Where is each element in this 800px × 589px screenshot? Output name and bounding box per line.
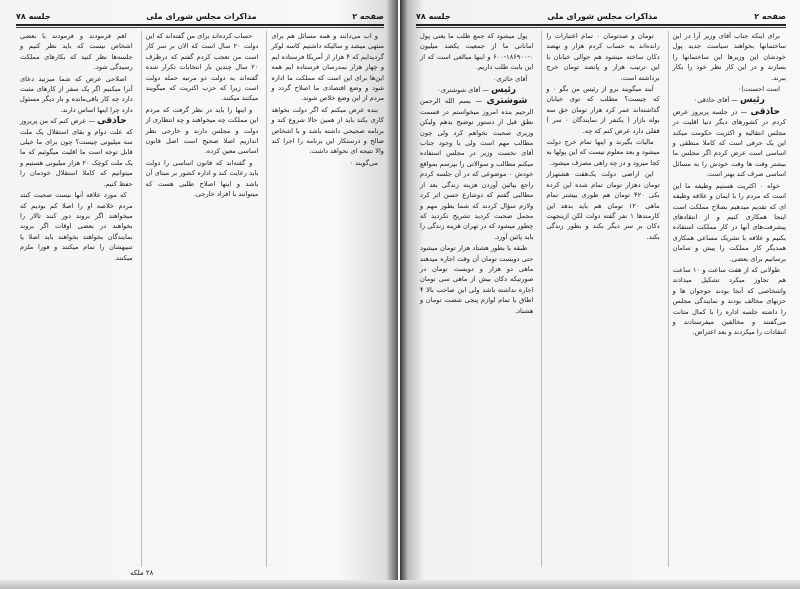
- speaker-paragraph: [420, 85, 533, 95]
- speaker-name: رئیس: [491, 85, 517, 96]
- paragraph: [546, 84, 659, 136]
- text-column: [541, 31, 659, 567]
- paragraph: [673, 181, 786, 264]
- paragraph-text: تومان و صدتومان ۰ تمام اعتبارات را رانده‌اند به حساب کردم هزار و نهصد دکان ساخته میشود هم حوالی خیابان با این ترتیب هزار و پانصد تومان خرج برداشته است.: [546, 32, 660, 82]
- header-rule: [16, 27, 384, 28]
- left-page: [0, 0, 398, 589]
- paragraph-text: اصلاحی عرض که شما میزنید دعای آنرا میکنیم اگر یک سفر از کارهای مثبت دارد چه کار باقی‌مانده و بار دیگر مسئول دارد چرا اینها اساس دارند.: [19, 74, 133, 114]
- page-number: صفحه ۲: [754, 11, 786, 21]
- paragraph-text: آیند میگویند برو از رئیس من بگو ۰ و که چیست؟ مطلب که توی خیابان گذاشته‌اند عمر کرد هزار تومان حق سه بوله بازار ( یکنفر از نمایندگان ۰ سر ) قفلی دارد عرض کنم که چه.: [546, 85, 660, 135]
- paragraph: [20, 74, 133, 116]
- paragraph: [420, 74, 533, 84]
- session-number: جلسه ۷۸: [416, 11, 451, 21]
- paragraph-text: طبقه یا بطور هشتاد هزار تومان میشود حتی دویست تومان آن وقت اجاره میدهند ماهی دو هزار و دویست تومان در صورتیکه دکان بیش از ماهی سی تومان اجاره نداشته باشد ولی این صاحب بالا ۴ اطاق با تمام لوازم پنجی شصت تومان و هشتاد.: [420, 244, 534, 315]
- text-column: [16, 31, 133, 567]
- paragraph-text: اهم فرمودند و فرمودند با بعضی اشخاص نیست که باید نظر کنیم و جلسه‌ها نظر کنید که بکارهای مملکت رسیدگی شود.: [19, 32, 133, 72]
- header-rule: [416, 24, 786, 26]
- text-column: [668, 31, 786, 567]
- paragraph-text: و اینها را باید در نظر گرفت که مردم این مملکت چه میخواهند و چه انتظاری از دولت و مجلس دارند و خارجی نظر اندازیم اصلا صحیح است اصل قانون اساسی معین کرده.: [145, 105, 259, 156]
- paragraph: [673, 31, 786, 83]
- paragraph-text: می‌گویند ۰: [349, 158, 378, 167]
- text-column: [141, 31, 259, 567]
- paragraph-text: و اب می‌دانند و همه مسائل هم برای منتهی میشد و سالیکه داشتیم کاسه لوکر گردیدایم که ۴ هزار از آمریکا فرستاده ایم و چهار هزار بمدرسان فرستاده ایم همه این‌ها برای این است که مملکت ما اداره شود و وضع اقتصادی ما اصلاح گردد و مردم از این وضع خلاص شوند.: [271, 32, 384, 103]
- text-column: [416, 31, 533, 567]
- page-number: صفحه ۲: [352, 11, 384, 21]
- header-rule: [416, 27, 786, 28]
- paragraph-text: بنده عرض میکنم که اگر دولت بخواهد کاری بکند باید از همین حالا شروع کند و برنامه صحیحی داشته باشد و با اشخاص صالح و درستکار این برنامه را اجرا کند والا نتیجه ای نخواهد داشت.: [271, 105, 384, 156]
- paragraph: [673, 84, 786, 94]
- speaker-paragraph: [420, 96, 533, 242]
- text-columns: [416, 31, 786, 567]
- paragraph-text: — در جلسه پریروز عرض کردم در کشورهای دیگر دنیا اقلیت در مجلس انتقالیه و اکثریت حکومت میکند این یک حرفی است که کاملا منطقی و اساسی است عرض کردم اگر مجلس ما بیشتر وقت ها وقت خودش را به مسائل اساسی صرف کند بهتر است.: [672, 107, 786, 179]
- session-number: جلسه ۷۸: [16, 11, 51, 21]
- right-page: [400, 0, 800, 589]
- text-column: [266, 31, 384, 567]
- paragraph: [420, 31, 533, 73]
- publication-title: مذاکرات مجلس شورای ملی: [547, 11, 658, 21]
- paragraph-text: — عرض کنم که من پریروز که علت دوام و بقای استقلال یک ملت سه میلیونی چیست؟ چون برای ما خیلی قابل توجه است ما اقلیت میگوئیم که ما یک ملت کوچک ۲۰ هزار میلیونی هستیم و میتوانیم که کاملا استقلال خودمان را حفظ کنیم.: [19, 117, 133, 188]
- paragraph-text: طولانی که از هفت ساعت و ۱۰ ساعت هم تجاوز میکرد تشکیل میدادند واشخاصی که آنجا بودند جوجوان ها و حزبهای مخالف بودند و نمایندگی مجلس را داشته جلسه اداره را با کمال متانت می‌گفتند و مخالفین میفرستادند و انتقادات را میکردند و بعد اعتراض.: [672, 265, 786, 337]
- speaker-paragraph: [673, 107, 786, 180]
- paragraph: [546, 31, 659, 83]
- speaker-paragraph: [673, 95, 786, 105]
- publication-title: مذاکرات مجلس شورای ملی: [146, 11, 257, 21]
- paper-edge: [0, 580, 800, 589]
- paragraph: [420, 243, 533, 316]
- paragraph: [20, 190, 133, 263]
- paragraph-text: — آقای شوشتری۰: [437, 86, 489, 95]
- paragraph-text: خواه ۰ اکثریت هستیم وظیفه ما این است که مردم را با ایمان و علاقه وظیفه ای که تقدیم میدهیم بصلاح مملکت است اینجا همکاری کنیم و از انتقادهای پیشرفت‌های آنها در کار مملکت استفاده بکنیم و علاقه با تشریک مساعی همکاری همدیگر کار مملکت را پیش و سامان برسانیم برای بعضی.: [672, 181, 786, 263]
- paragraph: [546, 137, 659, 168]
- paragraph-text: برای اینکه جناب آقای وزیر آرا در این ساختمانها بخواهند سیاست جدید پول خودشان این وزیرها این ساختمانها را بسازند و در این کار نظر خود را بکار ببرند.: [672, 32, 786, 82]
- paragraph: [20, 31, 133, 73]
- speaker-name: رئیس: [739, 95, 765, 106]
- paragraph-text: — آقای حاذقی۰: [693, 96, 738, 105]
- speaker-name: شوشتری: [486, 96, 528, 107]
- page-footer: ۲۸ ملکه: [130, 569, 154, 577]
- paragraph-text: — بسم الله الرحمن الرحیم بنده امروز میخواستم در قسمت نطق قبل از دستور توضیح بدهم ولیکن وزیری صحبت نخواهم کرد ولی چون مطالب مهم است ولی با وجود جناب آقای نخست وزیر در مجلس استفاده میکنم مطالب و سوالاتی را بپرسم بمواقع خودش ۰ موضوعی که در آن جلسه کردم راجع بپائین آوردن هزینه زندگی بعد از مطالبی گفتم که دوشارع حسن اثر کرد ولازم سؤال کردند که شما بطور مهم و مجمل صحبت کردید تشریح نکردید که چطور میشود که در تهران هزینه زندگی را باید پائین آورد.: [420, 97, 534, 241]
- paragraph: [271, 158, 384, 168]
- paragraph-text: آقای حائری۰: [492, 74, 528, 83]
- paragraph-text: مالیات بگیرند و اینها تمام خرج دولت میشود و بعد معلوم نیست که این پولها به کجا میرود و در چه راهی مصرف میشود.: [546, 138, 660, 167]
- paragraph-text: که مورد علاقه آنها نیست صحبت کنند مردم خلاصه او را اصلا کم بودیم که میخواهند اگر بروند دور کنند تالار را بخواهند در بعضی اوقات اگر بروند نمایندگان بخواهند بخواهند باید اصلا یا تنبیهشان را تمام میکنند و فورا ملزم میکنند.: [19, 191, 133, 262]
- paragraph-text: پول میشود که جمع طلب ما یعنی پول اماناتی ما از جمعیت یکصد میلیون ۰-۱۸۶۹۰۰-۶۰۰ و اینها مبالغی است که از این بابت طلب داریم.: [420, 32, 534, 72]
- paragraph-text: حساب کرده‌اند برای من گفته‌اند که این دولت ۲۰ سال است که الان بر سر کار است من تعجب کردم گفتم که درظرف ۲۰ سال چندین بار انتخابات تکرار شده گفته‌اند به دولت دو مرتبه حمله دولت است زیرا که حزب اکثریت که میگویند میکنند میکنند.: [145, 32, 259, 103]
- paragraph: [146, 31, 259, 104]
- paragraph-text: این اراضی دولت یک‌هفت هشتهزار تومان دهزار تومان تمام شده این کرده بکی ۴۲۰ تومان هم طوری بیشتر تمام ماهی ۱۲۰ تومان هم باید بدهد این کارمندها ۱ نفر گفته دولت لکن ازینجهت دکان بر سر دیگر بکند و بطور زندگی بکند.: [546, 170, 660, 241]
- paragraph-text: است احسنت)۰: [737, 85, 780, 94]
- speaker-name: حاذقی: [750, 106, 780, 117]
- paragraph: [146, 105, 259, 157]
- page-header: [416, 8, 786, 24]
- paragraph: [271, 31, 384, 104]
- speaker-name: حاذقی: [97, 116, 127, 127]
- paragraph-text: و گفته‌اند که قانون اساسی را دولت باید رعایت کند و اداره کشور بر مبنای آن باشد و اینها اصلاح طلبی هست که میتوانند با افراد خارجی.: [145, 158, 259, 199]
- header-rule: [16, 24, 384, 26]
- paragraph: [546, 169, 659, 242]
- page-header: [16, 8, 384, 24]
- text-columns: [16, 31, 384, 567]
- paragraph: [146, 158, 259, 200]
- paragraph: [673, 265, 786, 338]
- speaker-paragraph: [20, 116, 133, 189]
- paragraph: [271, 105, 384, 157]
